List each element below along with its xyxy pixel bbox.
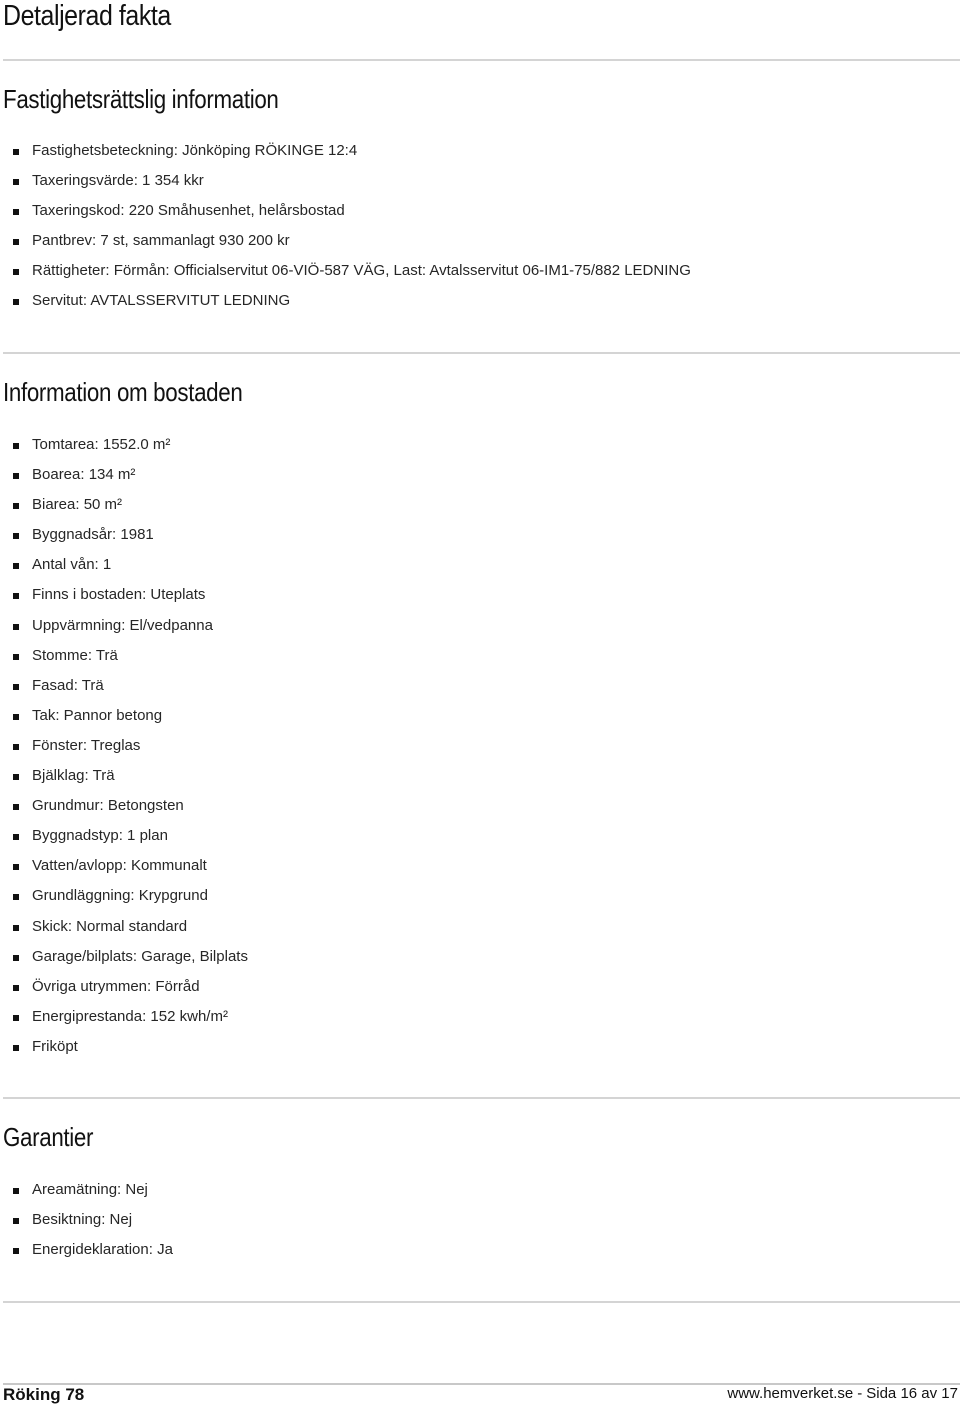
square-bullet-icon [13,1218,19,1224]
square-bullet-icon [13,804,19,810]
list-item-text: Besiktning: Nej [32,1211,133,1229]
list-item-text: Byggnadstyp: 1 plan [32,827,168,845]
list-item-text: Bjälklag: Trä [32,767,115,785]
square-bullet-icon [13,985,19,991]
list-item [0,851,248,881]
list-item [0,460,248,490]
square-bullet-icon [13,1188,19,1194]
list-item [0,972,248,1002]
square-bullet-icon [13,593,19,599]
list-item [0,701,248,731]
section-divider [3,352,960,354]
square-bullet-icon [13,269,19,275]
square-bullet-icon [13,714,19,720]
section-heading-legal: Fastighetsrättslig information [3,84,279,114]
list-item-text: Garage/bilplats: Garage, Bilplats [32,947,248,965]
footer-property-name: Röking 78 [3,1385,85,1404]
list-item-text: Stomme: Trä [32,646,118,664]
square-bullet-icon [13,684,19,690]
square-bullet-icon [13,955,19,961]
footer-page-number: Sida 16 av 17 [866,1385,958,1402]
square-bullet-icon [13,443,19,449]
square-bullet-icon [13,624,19,630]
list-item-text: Energiprestanda: 152 kwh/m² [32,1007,228,1025]
list-item-text: Biarea: 50 m² [32,496,123,514]
square-bullet-icon [13,179,19,185]
list-item [0,430,248,460]
square-bullet-icon [13,925,19,931]
list-item [0,256,691,286]
list-item-text: Tomtarea: 1552.0 m² [32,436,171,453]
list-item [0,1032,248,1062]
list-item-text: Fönster: Treglas [32,736,141,754]
square-bullet-icon [13,744,19,750]
list-item [0,490,248,520]
list-item [0,1002,248,1032]
list-item [0,611,248,641]
list-item-text: Pantbrev: 7 st, sammanlagt 930 200 kr [32,232,290,250]
square-bullet-icon [13,503,19,509]
list-item-text: Skick: Normal standard [32,917,188,935]
list-item [0,136,691,166]
square-bullet-icon [13,834,19,840]
list-item-text: Friköpt [32,1037,78,1055]
list-item [0,550,248,580]
list-item-text: Grundläggning: Krypgrund [32,887,208,905]
list-item [0,912,248,942]
list-item [0,942,248,972]
square-bullet-icon [13,209,19,215]
list-item-text: Taxeringskod: 220 Småhusenhet, helårsbostad [32,202,345,220]
list-item-text: Fastighetsbeteckning: Jönköping RÖKINGE 12:4 [32,142,358,159]
square-bullet-icon [13,563,19,569]
footer-separator: - [857,1385,863,1402]
list-item [0,1175,173,1205]
square-bullet-icon [13,864,19,870]
square-bullet-icon [13,473,19,479]
list-item-text: Byggnadsår: 1981 [32,526,154,544]
list-item [0,821,248,851]
list-item [0,520,248,550]
list-item [0,671,248,701]
legal-fact-list [0,136,691,317]
footer-site-link[interactable]: www.hemverket.se [727,1385,854,1402]
list-item [0,761,248,791]
section-heading-housing: Information om bostaden [3,377,243,407]
footer-page-info [727,1385,958,1402]
list-item-text: Areamätning: Nej [32,1181,148,1198]
list-item [0,166,691,196]
section-divider [3,59,960,61]
list-item [0,226,691,256]
list-item-text: Energideklaration: Ja [32,1241,173,1259]
square-bullet-icon [13,299,19,305]
page-title: Detaljerad fakta [3,0,171,32]
list-item-text: Antal vån: 1 [32,556,112,574]
list-item-text: Servitut: AVTALSSERVITUT LEDNING [32,292,291,310]
section-divider [3,1301,960,1303]
list-item-text: Rättigheter: Förmån: Officialservitut 06-VIÖ-587 VÄG, Last: Avtalsservitut 06-IM1-75/882 LEDNING [32,262,691,280]
list-item-text: Finns i bostaden: Uteplats [32,586,206,604]
list-item-text: Uppvärmning: El/vedpanna [32,616,213,634]
square-bullet-icon [13,1015,19,1021]
list-item-text: Vatten/avlopp: Kommunalt [32,857,207,875]
list-item [0,1205,173,1235]
list-item-text: Tak: Pannor betong [32,706,163,724]
section-heading-guarantees: Garantier [3,1122,94,1152]
section-divider [3,1097,960,1099]
housing-fact-list [0,430,248,1062]
square-bullet-icon [13,533,19,539]
list-item [0,1235,173,1265]
list-item-text: Boarea: 134 m² [32,466,136,484]
guarantees-fact-list [0,1175,173,1265]
list-item [0,641,248,671]
square-bullet-icon [13,654,19,660]
list-item-text: Fasad: Trä [32,676,104,694]
list-item [0,791,248,821]
list-item-text: Grundmur: Betongsten [32,797,184,815]
square-bullet-icon [13,149,19,155]
list-item [0,580,248,610]
square-bullet-icon [13,1248,19,1254]
list-item-text: Övriga utrymmen: Förråd [32,977,200,995]
square-bullet-icon [13,894,19,900]
list-item [0,731,248,761]
square-bullet-icon [13,774,19,780]
list-item [0,881,248,911]
list-item [0,196,691,226]
square-bullet-icon [13,239,19,245]
list-item-text: Taxeringsvärde: 1 354 kkr [32,172,204,190]
list-item [0,286,691,316]
square-bullet-icon [13,1045,19,1051]
